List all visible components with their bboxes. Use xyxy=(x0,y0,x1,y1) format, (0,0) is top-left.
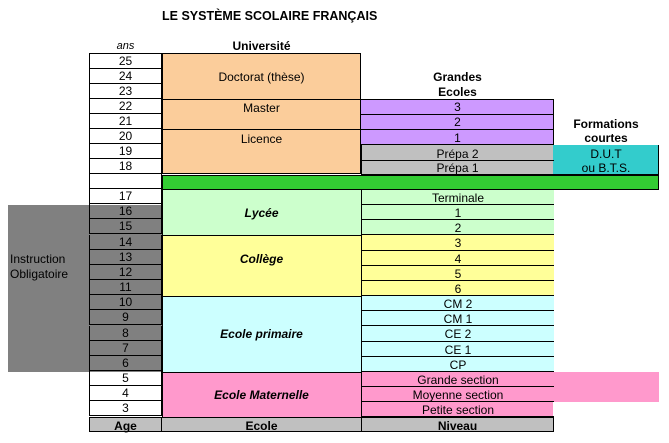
level-cell: Grande section xyxy=(361,372,554,387)
ans-label: ans xyxy=(116,40,135,52)
age-cell: 20 xyxy=(89,129,162,144)
section-divider xyxy=(162,372,361,373)
dut-label: D.U.T xyxy=(590,147,622,161)
age-cell: 17 xyxy=(89,189,162,204)
instruction-label-1: Instruction xyxy=(10,252,66,266)
age-cell: 19 xyxy=(89,144,162,159)
level-cell: CP xyxy=(361,357,554,372)
age-cell: 4 xyxy=(89,386,162,401)
level-cell: 2 xyxy=(361,220,554,235)
maternelle-label: Ecole Maternelle xyxy=(214,388,309,402)
divider xyxy=(162,129,361,130)
green-bar xyxy=(162,175,659,190)
level-cell: CE 2 xyxy=(361,326,554,342)
footer-age: Age xyxy=(114,419,137,433)
grandes-ecoles-label-1: Grandes xyxy=(433,70,482,84)
licence-label: Licence xyxy=(240,132,283,146)
level-cell: 3 xyxy=(361,235,554,251)
footer-niveau: Niveau xyxy=(437,419,478,433)
age-cell: 13 xyxy=(89,250,162,265)
doctorat-label: Doctorat (thèse) xyxy=(218,70,305,84)
level-cell: 5 xyxy=(361,266,554,281)
grandes-ecoles-year-3: 3 xyxy=(454,100,461,114)
age-cell: 8 xyxy=(89,326,162,341)
level-cell: CM 1 xyxy=(361,311,554,326)
section-divider xyxy=(162,296,361,297)
grandes-ecoles-label-2: Ecoles xyxy=(438,85,477,99)
level-cell: Moyenne section xyxy=(361,387,554,402)
universite-header: Université xyxy=(232,39,291,53)
age-cell: 6 xyxy=(89,356,162,371)
level-cell: 1 xyxy=(361,205,554,220)
level-cell: Petite section xyxy=(361,402,554,417)
age-cell: 21 xyxy=(89,114,162,129)
level-cell: Terminale xyxy=(361,190,554,205)
age-cell: 10 xyxy=(89,295,162,310)
age-cell: 3 xyxy=(89,401,162,416)
primaire-label: Ecole primaire xyxy=(220,327,303,341)
grandes-ecoles-year-2: 2 xyxy=(454,115,461,129)
age-cell: 9 xyxy=(89,310,162,325)
age-cell: 14 xyxy=(89,235,162,250)
age-cell: 23 xyxy=(89,84,162,99)
grandes-ecoles-year-1: 1 xyxy=(454,131,461,145)
age-cell: 22 xyxy=(89,99,162,114)
level-cell: 4 xyxy=(361,251,554,266)
level-cell: CE 1 xyxy=(361,342,554,357)
formations-label-1: Formations xyxy=(573,117,639,131)
age-cell: 15 xyxy=(89,219,162,234)
age-cell xyxy=(89,174,162,189)
instruction-block xyxy=(8,205,89,372)
footer-ecole: Ecole xyxy=(245,419,278,433)
age-cell: 16 xyxy=(89,204,162,219)
divider xyxy=(162,99,361,100)
level-cell: CM 2 xyxy=(361,296,554,311)
age-cell: 25 xyxy=(89,54,162,69)
divider xyxy=(361,129,554,130)
age-cell: 7 xyxy=(89,341,162,356)
age-cell: 12 xyxy=(89,265,162,280)
instruction-label-2: Obligatoire xyxy=(10,267,69,281)
age-cell: 24 xyxy=(89,69,162,84)
master-label: Master xyxy=(243,101,280,115)
lycee-label: Lycée xyxy=(244,206,279,220)
page-title: LE SYSTÈME SCOLAIRE FRANÇAIS xyxy=(162,9,378,23)
age-cell: 5 xyxy=(89,371,162,386)
formations-label-2: courtes xyxy=(584,131,628,145)
section-divider xyxy=(162,235,361,236)
maternelle-white-strip xyxy=(553,402,659,417)
age-cell: 11 xyxy=(89,280,162,295)
bts-label: ou B.T.S. xyxy=(581,161,631,175)
prepa-1-label: Prépa 1 xyxy=(436,161,479,175)
level-cell: 6 xyxy=(361,281,554,296)
age-cell: 18 xyxy=(89,159,162,174)
prepa-2-label: Prépa 2 xyxy=(436,147,479,161)
college-label: Collège xyxy=(239,252,284,266)
